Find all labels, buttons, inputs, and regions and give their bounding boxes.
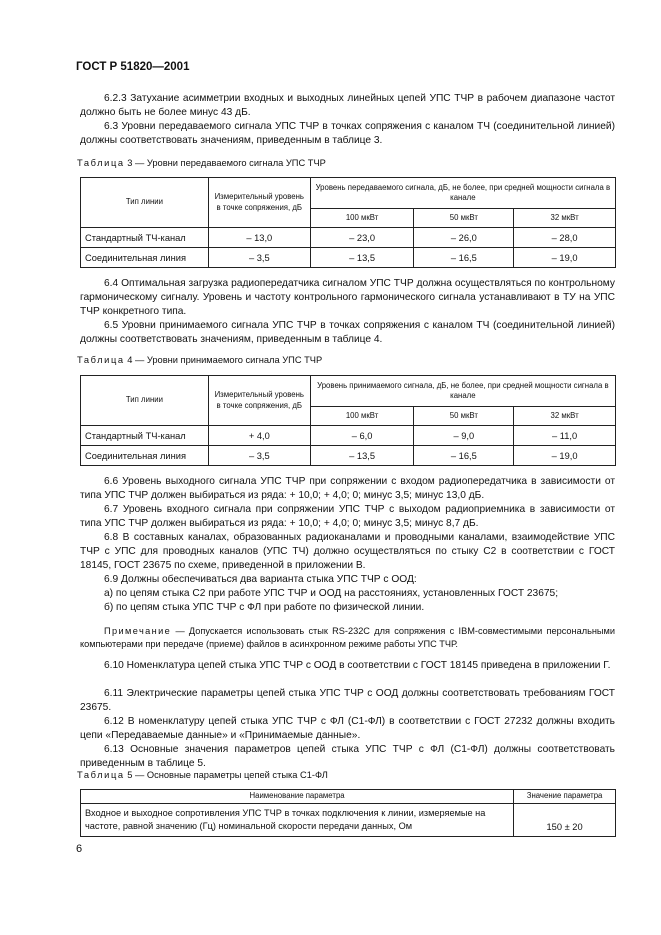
cell-100uw: – 23,0: [310, 228, 414, 248]
col-header-parameter-name: Наименование параметра: [81, 790, 514, 804]
paragraph-6-9-b: [80, 601, 615, 615]
cell-50uw: – 16,5: [414, 248, 514, 268]
cell-100uw: – 13,5: [310, 248, 414, 268]
cell-line-type: Стандартный ТЧ-канал: [81, 228, 209, 248]
table-row: [81, 446, 616, 466]
cell-50uw: – 9,0: [414, 426, 514, 446]
cell-50uw: – 26,0: [414, 228, 514, 248]
cell-measuring-level: + 4,0: [208, 426, 310, 446]
paragraph-6-9-a: [80, 587, 615, 601]
cell-50uw: – 16,5: [414, 446, 514, 466]
caption-label: Таблица: [77, 355, 125, 365]
cell-line-type: Стандартный ТЧ-канал: [81, 426, 209, 446]
caption-text: 3 — Уровни передаваемого сигнала УПС ТЧР: [124, 158, 326, 168]
table3-caption: [77, 158, 326, 168]
caption-text: 5 — Основные параметры цепей стыка С1-ФЛ: [124, 770, 328, 780]
caption-label: Таблица: [77, 158, 125, 168]
table-row: [81, 426, 616, 446]
cell-100uw: – 13,5: [310, 446, 414, 466]
paragraph-text: 6.8 В составных каналах, образованных радиоканалами и проводными каналами, взаимодействие УПС ТЧР с УПС для проводных каналов (УПС ТЧ) должно осуществляться по стыку С2 в соответствии с ГОСТ 18145, ГОСТ 23675 по схеме, приведенной в приложении В.: [80, 532, 615, 571]
document-header: ГОСТ Р 51820—2001: [76, 61, 190, 73]
cell-32uw: – 19,0: [514, 446, 616, 466]
col-header-100uw: 100 мкВт: [310, 209, 414, 228]
paragraph-6-11: [80, 687, 615, 715]
cell-32uw: – 11,0: [514, 426, 616, 446]
cell-parameter-value: 150 ± 20: [514, 804, 616, 837]
col-header-50uw: 50 мкВт: [414, 209, 514, 228]
table5-caption: [77, 770, 328, 780]
table-4: [80, 375, 616, 466]
paragraph-6-6: [80, 475, 615, 503]
caption-text: 4 — Уровни принимаемого сигнала УПС ТЧР: [124, 355, 323, 365]
col-header-signal-level: Уровень принимаемого сигнала, дБ, не более, при средней мощности сигнала в канале: [310, 376, 615, 407]
paragraph-text: 6.12 В номенклатуру цепей стыка УПС ТЧР с ФЛ (С1-ФЛ) в соответствии с ГОСТ 27232 должны входить цепи «Передаваемые данные» и «Принимаемые данные».: [80, 716, 615, 741]
cell-32uw: – 28,0: [514, 228, 616, 248]
paragraph-text: 6.6 Уровень выходного сигнала УПС ТЧР при сопряжении с входом радиопередатчика в зависимости от типа УПС ТЧР должен выбираться из ряда: + 10,0; + 4,0; 0; минус 3,5; минус 13,0 дБ.: [80, 476, 615, 501]
col-header-parameter-value: Значение параметра: [514, 790, 616, 804]
paragraph-text: 6.2.3 Затухание асимметрии входных и выходных линейных цепей УПС ТЧР в рабочем диапазоне частот должно быть не более минус 43 дБ.: [80, 93, 615, 118]
paragraph-6-10: [80, 659, 615, 673]
paragraph-text: 6.9 Должны обеспечиваться два варианта стыка УПС ТЧР с ООД:: [104, 574, 417, 585]
paragraph-6-12: [80, 715, 615, 743]
paragraph-text: 6.5 Уровни принимаемого сигнала УПС ТЧР в точках сопряжения с каналом ТЧ (соединительной линией) должны соответствовать значениям, приведенным в таблице 4.: [80, 320, 615, 345]
paragraph-text: 6.11 Электрические параметры цепей стыка УПС ТЧР с ООД должны соответствовать требованиям ГОСТ 23675.: [80, 688, 615, 713]
cell-measuring-level: – 3,5: [208, 446, 310, 466]
table-5: [80, 789, 616, 837]
col-header-measuring-level: Измерительный уровень в точке сопряжения, дБ: [208, 178, 310, 228]
paragraph-6-5: [80, 319, 615, 347]
page-number: 6: [76, 843, 83, 855]
cell-measuring-level: – 13,0: [208, 228, 310, 248]
cell-100uw: – 6,0: [310, 426, 414, 446]
col-header-32uw: 32 мкВт: [514, 407, 616, 426]
paragraph-text: б) по цепям стыка УПС ТЧР с ФЛ при работе по физической линии.: [104, 602, 425, 613]
col-header-100uw: 100 мкВт: [310, 407, 414, 426]
table-row: [81, 804, 616, 837]
paragraph-text: 6.7 Уровень входного сигнала при сопряжении УПС ТЧР с выходом радиоприемника в зависимости от типа УПС ТЧР должен выбираться из ряда: + 10,0; + 4,0; 0; минус 3,5; минус 8,7 дБ.: [80, 504, 615, 529]
paragraph-6-2-3: [80, 92, 615, 120]
col-header-line-type: Тип линии: [81, 178, 209, 228]
paragraph-text: 6.4 Оптимальная загрузка радиопередатчика сигналом УПС ТЧР должна осуществляться по контрольному гармоническому сигналу. Уровень и частоту контрольного гармонического сигнала устанавливают в ТУ на УПС ТЧР конкретного типа.: [80, 278, 615, 317]
caption-label: Таблица: [77, 770, 125, 780]
table-row: [81, 228, 616, 248]
col-header-50uw: 50 мкВт: [414, 407, 514, 426]
paragraph-text: 6.13 Основные значения параметров цепей стыка УПС ТЧР с ФЛ (С1-ФЛ) должны соответствовать приведенным в таблице 5.: [80, 744, 615, 769]
paragraph-6-4: [80, 277, 615, 319]
cell-measuring-level: – 3,5: [208, 248, 310, 268]
table-row: [81, 248, 616, 268]
col-header-line-type: Тип линии: [81, 376, 209, 426]
cell-32uw: – 19,0: [514, 248, 616, 268]
paragraph-6-9: [80, 573, 615, 587]
col-header-32uw: 32 мкВт: [514, 209, 616, 228]
paragraph-text: 6.3 Уровни передаваемого сигнала УПС ТЧР в точках сопряжения с каналом ТЧ (соединительной линией) должны соответствовать значениям, приведенным в таблице 3.: [80, 121, 615, 146]
paragraph-6-8: [80, 531, 615, 573]
cell-parameter-name: Входное и выходное сопротивления УПС ТЧР в точках подключения к линии, измеряемые на частоте, равной значению (Гц) номинальной скорости передачи данных, Ом: [81, 804, 514, 837]
table4-caption: [77, 355, 322, 365]
note: [80, 625, 615, 651]
col-header-signal-level: Уровень передаваемого сигнала, дБ, не более, при средней мощности сигнала в канале: [310, 178, 615, 209]
paragraph-text: 6.10 Номенклатура цепей стыка УПС ТЧР с ООД в соответствии с ГОСТ 18145 приведена в приложении Г.: [104, 660, 611, 671]
paragraph-6-7: [80, 503, 615, 531]
table-3: [80, 177, 616, 268]
note-text: — Допускается использовать стык RS-232C для сопряжения с IBM-совместимыми персональными компьютерами при передаче (приеме) файлов в асинхронном режиме работы УПС ТЧР.: [80, 626, 615, 649]
paragraph-6-13: [80, 743, 615, 771]
col-header-measuring-level: Измерительный уровень в точке сопряжения, дБ: [208, 376, 310, 426]
paragraph-6-3: [80, 120, 615, 148]
cell-line-type: Соединительная линия: [81, 248, 209, 268]
cell-line-type: Соединительная линия: [81, 446, 209, 466]
note-label: Примечание: [104, 626, 172, 636]
paragraph-text: а) по цепям стыка С2 при работе УПС ТЧР и ООД на расстояниях, установленных ГОСТ 23675;: [104, 588, 559, 599]
